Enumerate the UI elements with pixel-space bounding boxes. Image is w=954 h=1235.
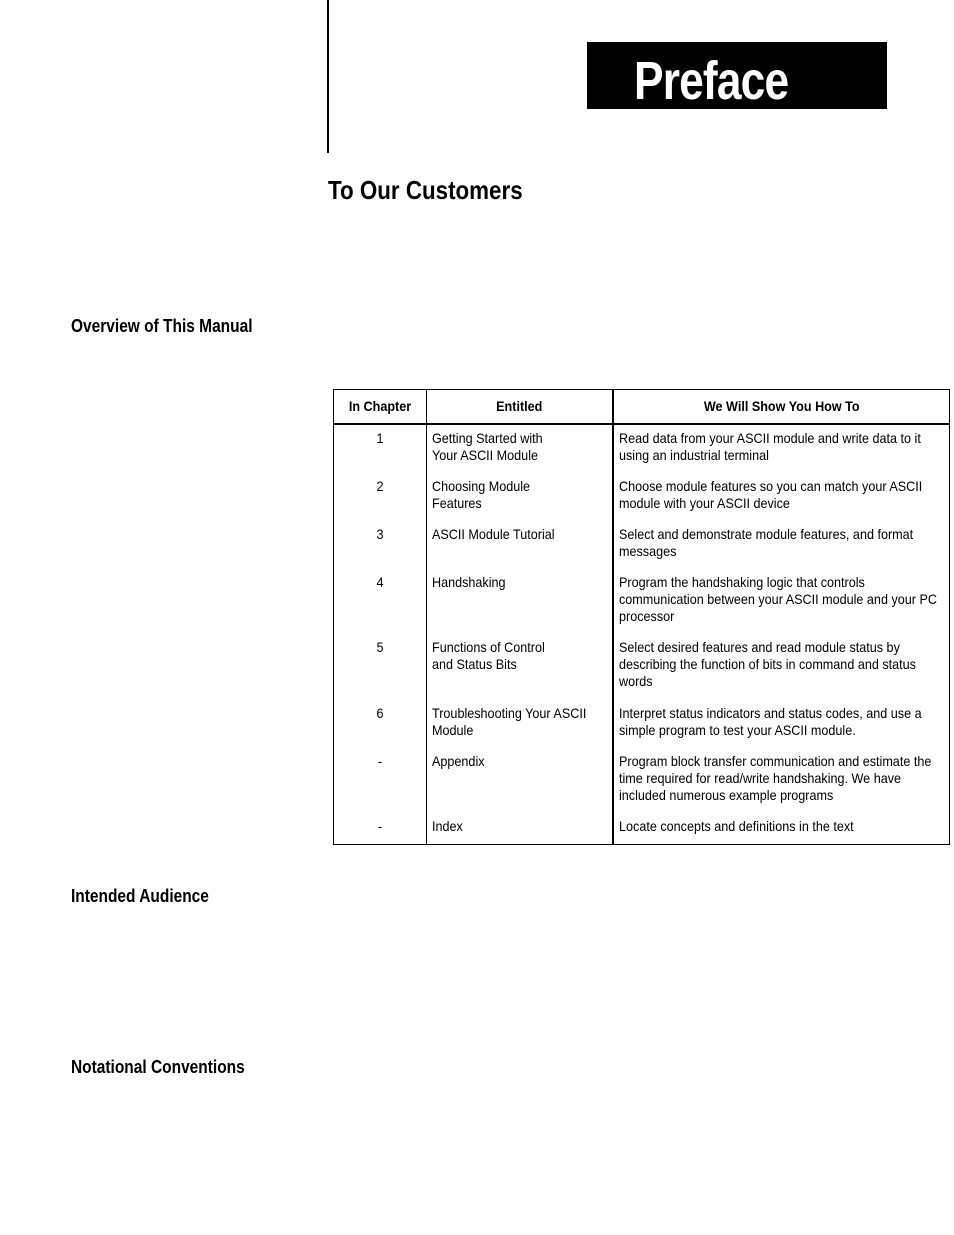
chapter-cell: - <box>334 748 427 813</box>
entitled-cell: ASCII Module Tutorial <box>427 521 613 569</box>
chapter-cell: 4 <box>334 569 427 634</box>
table-row <box>334 521 950 569</box>
entitled-cell: Handshaking <box>427 569 613 634</box>
preface-title-block <box>587 42 887 109</box>
table-row <box>334 700 950 748</box>
table-row <box>334 634 950 699</box>
chapter-cell: 3 <box>334 521 427 569</box>
entitled-cell: Index <box>427 813 613 844</box>
description-cell: Select desired features and read module status by describing the function of bits in command and status words <box>613 634 950 699</box>
table-row <box>334 569 950 634</box>
table-row <box>334 748 950 813</box>
chapter-cell: 1 <box>334 424 427 473</box>
column-header-entitled: Entitled <box>427 390 613 425</box>
chapter-cell: 2 <box>334 473 427 521</box>
section-heading-audience: Intended Audience <box>71 886 209 906</box>
section-heading-overview: Overview of This Manual <box>71 316 253 336</box>
description-cell: Locate concepts and definitions in the text <box>613 813 950 844</box>
description-cell: Choose module features so you can match your ASCII module with your ASCII device <box>613 473 950 521</box>
column-header-chapter: In Chapter <box>334 390 427 425</box>
table-row <box>334 424 950 473</box>
table-header-row <box>334 390 950 425</box>
entitled-cell: Functions of Control and Status Bits <box>427 634 613 699</box>
description-cell: Program block transfer communication and estimate the time required for read/write handshaking. We have included numerous example programs <box>613 748 950 813</box>
chapter-overview-table <box>333 389 950 845</box>
page-heading: To Our Customers <box>328 175 523 205</box>
entitled-cell: Troubleshooting Your ASCII Module <box>427 700 613 748</box>
chapter-cell: 6 <box>334 700 427 748</box>
description-cell: Program the handshaking logic that controls communication between your ASCII module and your PC processor <box>613 569 950 634</box>
table-row <box>334 473 950 521</box>
entitled-cell: Appendix <box>427 748 613 813</box>
preface-title: Preface <box>634 51 789 109</box>
chapter-cell: 5 <box>334 634 427 699</box>
description-cell: Read data from your ASCII module and write data to it using an industrial terminal <box>613 424 950 473</box>
description-cell: Interpret status indicators and status codes, and use a simple program to test your ASCII module. <box>613 700 950 748</box>
margin-rule <box>327 0 329 153</box>
entitled-cell: Choosing Module Features <box>427 473 613 521</box>
entitled-cell: Getting Started with Your ASCII Module <box>427 424 613 473</box>
table-row <box>334 813 950 844</box>
section-heading-conventions: Notational Conventions <box>71 1057 245 1077</box>
chapter-cell: - <box>334 813 427 844</box>
description-cell: Select and demonstrate module features, and format messages <box>613 521 950 569</box>
column-header-description: We Will Show You How To <box>613 390 950 425</box>
